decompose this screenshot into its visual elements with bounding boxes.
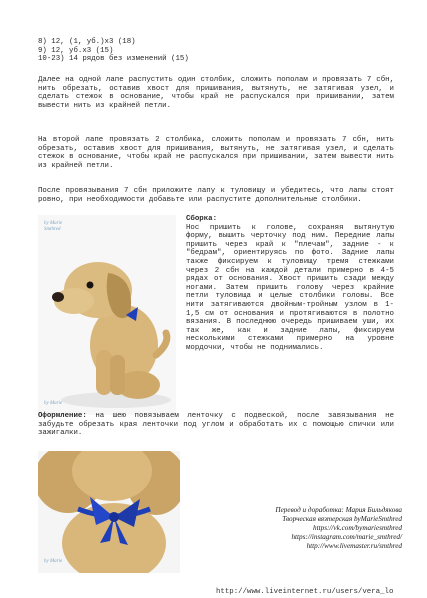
row-8: 8) 12, (1, уб.)х3 (18) bbox=[38, 38, 136, 46]
row-10-23: 10-23) 14 рядов без изменений (15) bbox=[38, 55, 189, 64]
paragraph-2: На второй лапе провязать 2 столбика, сложить пополам и провязать 7 сбн, нить обрезать, оставив хвост для пришивания, вытянуть, не затягивая узел, и сделать стежок в основание, чтобы край не распускался при пришивании, затем вывести нить из крайней петли. bbox=[38, 136, 394, 170]
watermark-top: by Marie Smthred bbox=[44, 221, 63, 232]
watermark-bottom: by Marie bbox=[44, 401, 63, 406]
assembly-text: Нос пришить к голове, сохраняя вытянутую форму, вышить черточку под ним. Передние лапы пришить через край к "плечам", задние - к "бедрам", ориентируясь по фото. Задние лапы также фиксируем к туловищу тремя стежками через 2 сбн на каждой детали примерно в 4-5 рядах от основания. Хвост пришить сзади между ногами. Затем пришить голову через крайние петли туловища и целые столбики головы. Все нити затягиваются двойным-тройным узлом в 1-1,5 см от основания и протягиваются в полотно вязания. В последнюю очередь пришиваем уши, их так же, как и задние лапы, фиксируем несколькими стежками примерно на уровне мордочки, чтобы не поднимались. bbox=[186, 223, 394, 352]
dog-photo-back bbox=[38, 451, 180, 573]
credit-livemaster-link[interactable]: http://www.livemaster.ru/smthred bbox=[306, 542, 402, 550]
row-9: 9) 12, уб.х3 (15) bbox=[38, 46, 114, 55]
pattern-rows bbox=[38, 38, 398, 64]
decoration-section bbox=[38, 412, 394, 438]
paragraph-3: После провязывания 7 сбн приложите лапу к туловищу и убедитесь, что лапы стоят ровно, при необходимости добавьте или распустите дополнительные столбики. bbox=[38, 187, 394, 204]
decoration-text: на шею повязываем ленточку с подвеской, после завязывания не забудьте обрезать края ленточки под углом и обработать их с помощью спички или зажигалки. bbox=[38, 412, 395, 438]
credit-translation: Перевод и доработка: Мария Бильдякова bbox=[275, 506, 402, 514]
credit-workshop: Творческая вязтерская byMarieSmthred bbox=[282, 515, 402, 523]
dog-back-illustration bbox=[38, 451, 180, 573]
credit-vk-link[interactable]: https://vk.com/bymariesmthred bbox=[313, 524, 402, 532]
dog-side-illustration bbox=[38, 215, 176, 415]
credit-instagram-link[interactable]: https://instagram.com/marie_smthred/ bbox=[291, 533, 402, 541]
watermark-back: by Marie bbox=[44, 559, 63, 564]
paragraph-1: Далее на одной лапе распустить один столбик, сложить пополам и провязать 7 сбн, нить обрезать, оставив хвост для пришивания, вытянуть, не затягивая узел, и сделать стежок в основание, чтобы край не распускался при пришивании, затем вывести нить из крайней петли. bbox=[38, 76, 394, 110]
credits bbox=[196, 506, 402, 551]
decoration-heading: Оформление: bbox=[38, 412, 87, 420]
assembly-heading: Сборка: bbox=[186, 215, 218, 223]
dog-photo-side bbox=[38, 215, 176, 415]
assembly-section bbox=[186, 215, 394, 353]
footer-url[interactable]: http://www.liveinternet.ru/users/vera_lo bbox=[216, 588, 394, 596]
